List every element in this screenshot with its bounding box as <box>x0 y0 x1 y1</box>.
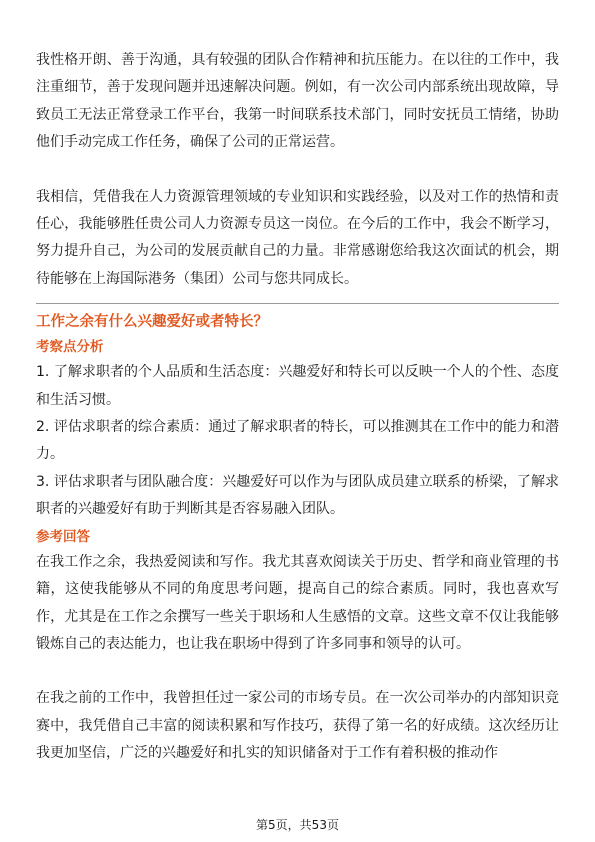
answer-heading: 参考回答 <box>36 528 90 545</box>
answer-paragraph-1: 在我工作之余，我热爱阅读和写作。我尤其喜欢阅读关于历史、哲学和商业管理的书籍，这使我能够从不同的角度思考问题，提高自己的综合素质。同时，我也喜欢写作，尤其是在工作之余撰写一些关于职场和人生感悟的文章。这些文章不仅让我能够锻炼自己的表达能力，也让我在职场中得到了许多同事和领导的认可。 <box>36 553 559 652</box>
question-title: 工作之余有什么兴趣爱好或者特长？ <box>36 314 268 331</box>
paragraph-gap <box>36 658 559 685</box>
paragraph-gap <box>36 157 559 184</box>
page-footer: 第5页，共53页 <box>256 818 339 832</box>
analysis-item-1: 1. 了解求职者的个人品质和生活态度：兴趣爱好和特长可以反映一个人的个性、态度和生活习惯。 <box>36 364 559 408</box>
section-divider <box>36 303 559 304</box>
analysis-item-3: 3. 评估求职者与团队融合度：兴趣爱好可以作为与团队成员建立联系的桥梁，了解求职者的兴趣爱好有助于判断其是否容易融入团队。 <box>36 473 559 518</box>
answer-paragraph-2: 在我之前的工作中，我曾担任过一家公司的市场专员。在一次公司举办的内部知识竞赛中，我凭借自己丰富的阅读积累和写作技巧，获得了第一名的好成绩。这次经历让我更加坚信，广泛的兴趣爱好和扎实的知识储备对于工作有着积极的推动作 <box>36 690 559 762</box>
document-page <box>36 47 559 768</box>
analysis-item-2: 2. 评估求职者的综合素质：通过了解求职者的特长，可以推测其在工作中的能力和潜力。 <box>36 419 559 463</box>
intro-paragraph-2: 我相信，凭借我在人力资源管理领域的专业知识和实践经验，以及对工作的热情和责任心，我能够胜任贵公司人力资源专员这一岗位。在今后的工作中，我会不断学习，努力提升自己，为公司的发展贡献自己的力量。非常感谢您给我这次面试的机会，期待能够在上海国际港务（集团）公司与您共同成长。 <box>36 188 559 287</box>
intro-paragraph-1: 我性格开朗、善于沟通，具有较强的团队合作精神和抗压能力。在以往的工作中，我注重细节，善于发现问题并迅速解决问题。例如，有一次公司内部系统出现故障，导致员工无法正常登录工作平台，我第一时间联系技术部门，同时安抚员工情绪，协助他们手动完成工作任务，确保了公司的正常运营。 <box>36 52 559 151</box>
analysis-heading: 考察点分析 <box>36 339 104 356</box>
